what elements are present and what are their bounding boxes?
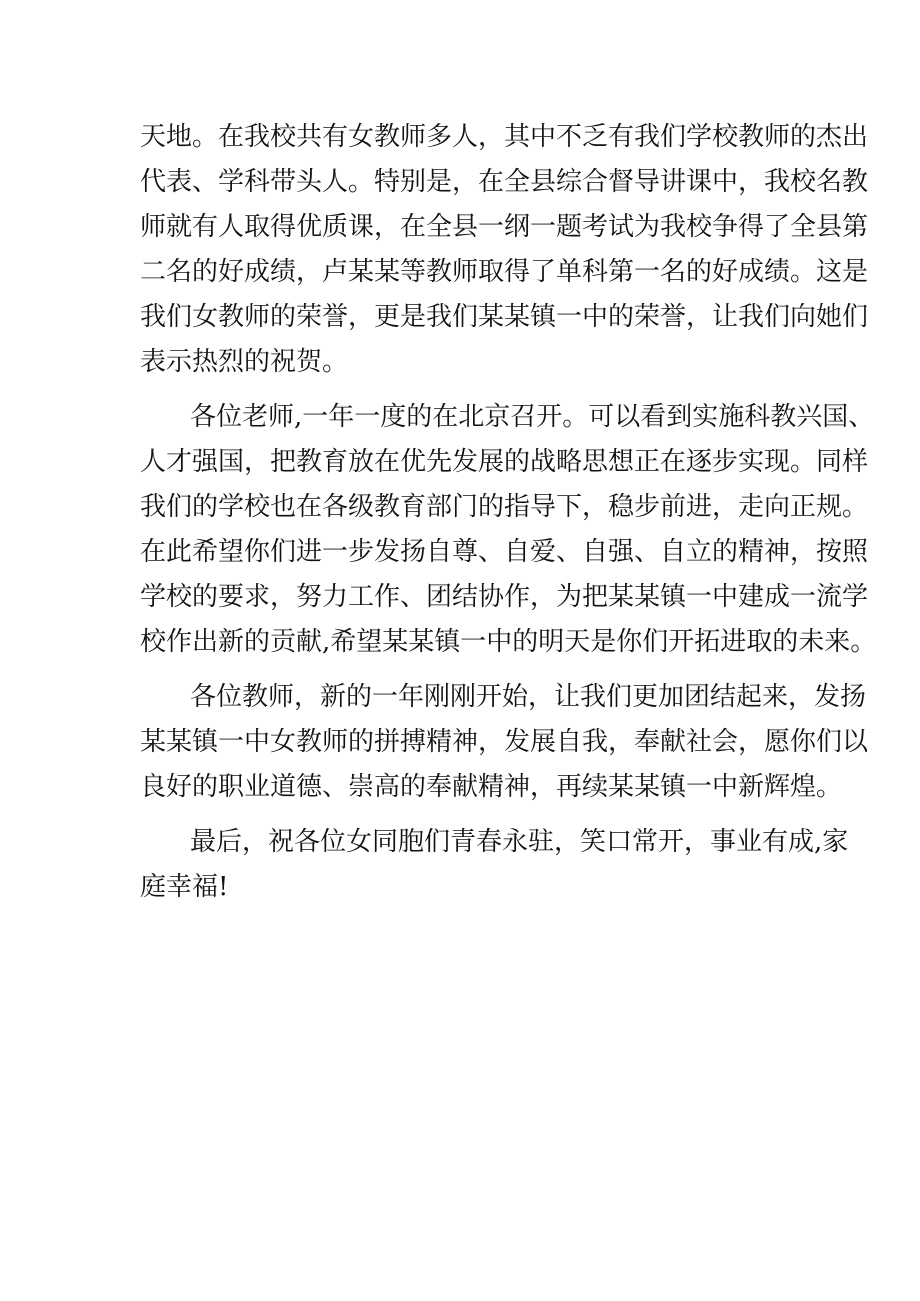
text-line: 在此希望你们进一步发扬自尊、自爱、自强、自立的精神，按照: [140, 537, 869, 567]
text-line: 师就有人取得优质课，在全县一纲一题考试为我校争得了全县第: [140, 212, 869, 242]
text-line: 庭幸福!: [140, 872, 229, 902]
paragraph-1: [140, 115, 869, 385]
text-line: 我们的学校也在各级教育部门的指导下，稳步前进，走向正规。: [140, 492, 869, 522]
paragraph-3: [140, 675, 869, 810]
text-line: 二名的好成绩，卢某某等教师取得了单科第一名的好成绩。这是: [140, 257, 869, 287]
text-line: 我们女教师的荣誉，更是我们某某镇一中的荣誉，让我们向她们: [140, 302, 869, 332]
paragraph-4: [140, 820, 849, 910]
paragraph-2: [140, 395, 877, 665]
text-line: 学校的要求，努力工作、团结协作，为把某某镇一中建成一流学: [140, 582, 869, 612]
text-line: 人才强国，把教育放在优先发展的战略思想正在逐步实现。同样: [140, 447, 869, 477]
text-line: 校作出新的贡献,希望某某镇一中的明天是你们开拓进取的未来。: [140, 627, 877, 657]
text-line: 天地。在我校共有女教师多人，其中不乏有我们学校教师的杰出: [140, 122, 869, 152]
text-line: 最后，祝各位女同胞们青春永驻，笑口常开，事业有成,家: [190, 827, 849, 857]
text-line: 代表、学科带头人。特别是，在全县综合督导讲课中，我校名教: [140, 167, 869, 197]
text-line: 某某镇一中女教师的拼搏精神，发展自我，奉献社会，愿你们以: [140, 727, 869, 757]
text-line: 良好的职业道德、崇高的奉献精神，再续某某镇一中新辉煌。: [140, 772, 843, 802]
text-line: 各位老师,一年一度的在北京召开。可以看到实施科教兴国、: [190, 402, 875, 432]
text-line: 表示热烈的祝贺。: [140, 347, 349, 377]
text-line: 各位教师，新的一年刚刚开始，让我们更加团结起来，发扬: [190, 682, 867, 712]
body-text: [140, 115, 877, 910]
